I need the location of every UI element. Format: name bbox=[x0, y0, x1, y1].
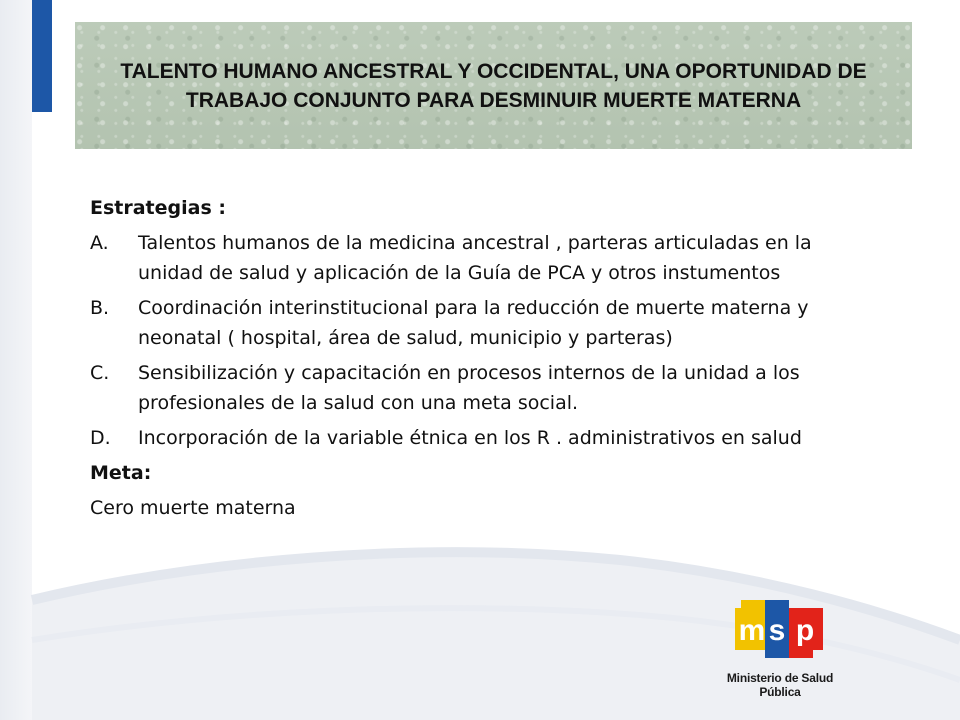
goal-text: Cero muerte materna bbox=[90, 497, 296, 519]
goal-heading: Meta: bbox=[90, 462, 152, 484]
title-banner bbox=[75, 22, 912, 149]
strategy-item-d bbox=[90, 423, 850, 453]
logo-caption: Ministerio de Salud Pública bbox=[726, 671, 834, 699]
strategy-item-a bbox=[90, 228, 850, 288]
strategy-item-c bbox=[90, 358, 850, 418]
item-letter: C. bbox=[90, 362, 110, 384]
strategies-heading: Estrategias : bbox=[90, 197, 226, 219]
strategy-item-b bbox=[90, 293, 850, 353]
strategy-list bbox=[90, 228, 850, 453]
item-text: Coordinación interinstitucional para la reducción de muerte materna y neonatal ( hospital, área de salud, municipio y parteras) bbox=[138, 297, 809, 349]
logo-letter-m: m bbox=[738, 614, 766, 647]
item-letter: B. bbox=[90, 297, 110, 319]
slide-content bbox=[90, 193, 850, 523]
logo-letter-s: s bbox=[768, 614, 786, 647]
item-text: Sensibilización y capacitación en procesos internos de la unidad a los profesionales de la salud con una meta social. bbox=[138, 362, 800, 414]
logo-letter-p: p bbox=[795, 614, 815, 647]
item-text: Incorporación de la variable étnica en los R . administrativos en salud bbox=[138, 427, 802, 449]
item-letter: D. bbox=[90, 427, 111, 449]
slide-title: TALENTO HUMANO ANCESTRAL Y OCCIDENTAL, UNA OPORTUNIDAD DE TRABAJO CONJUNTO PARA DESMINUIR MUERTE MATERNA bbox=[120, 59, 867, 112]
item-text: Talentos humanos de la medicina ancestral , parteras articuladas en la unidad de salud y aplicación de la Guía de PCA y otros instumentos bbox=[138, 232, 812, 284]
item-letter: A. bbox=[90, 232, 109, 254]
